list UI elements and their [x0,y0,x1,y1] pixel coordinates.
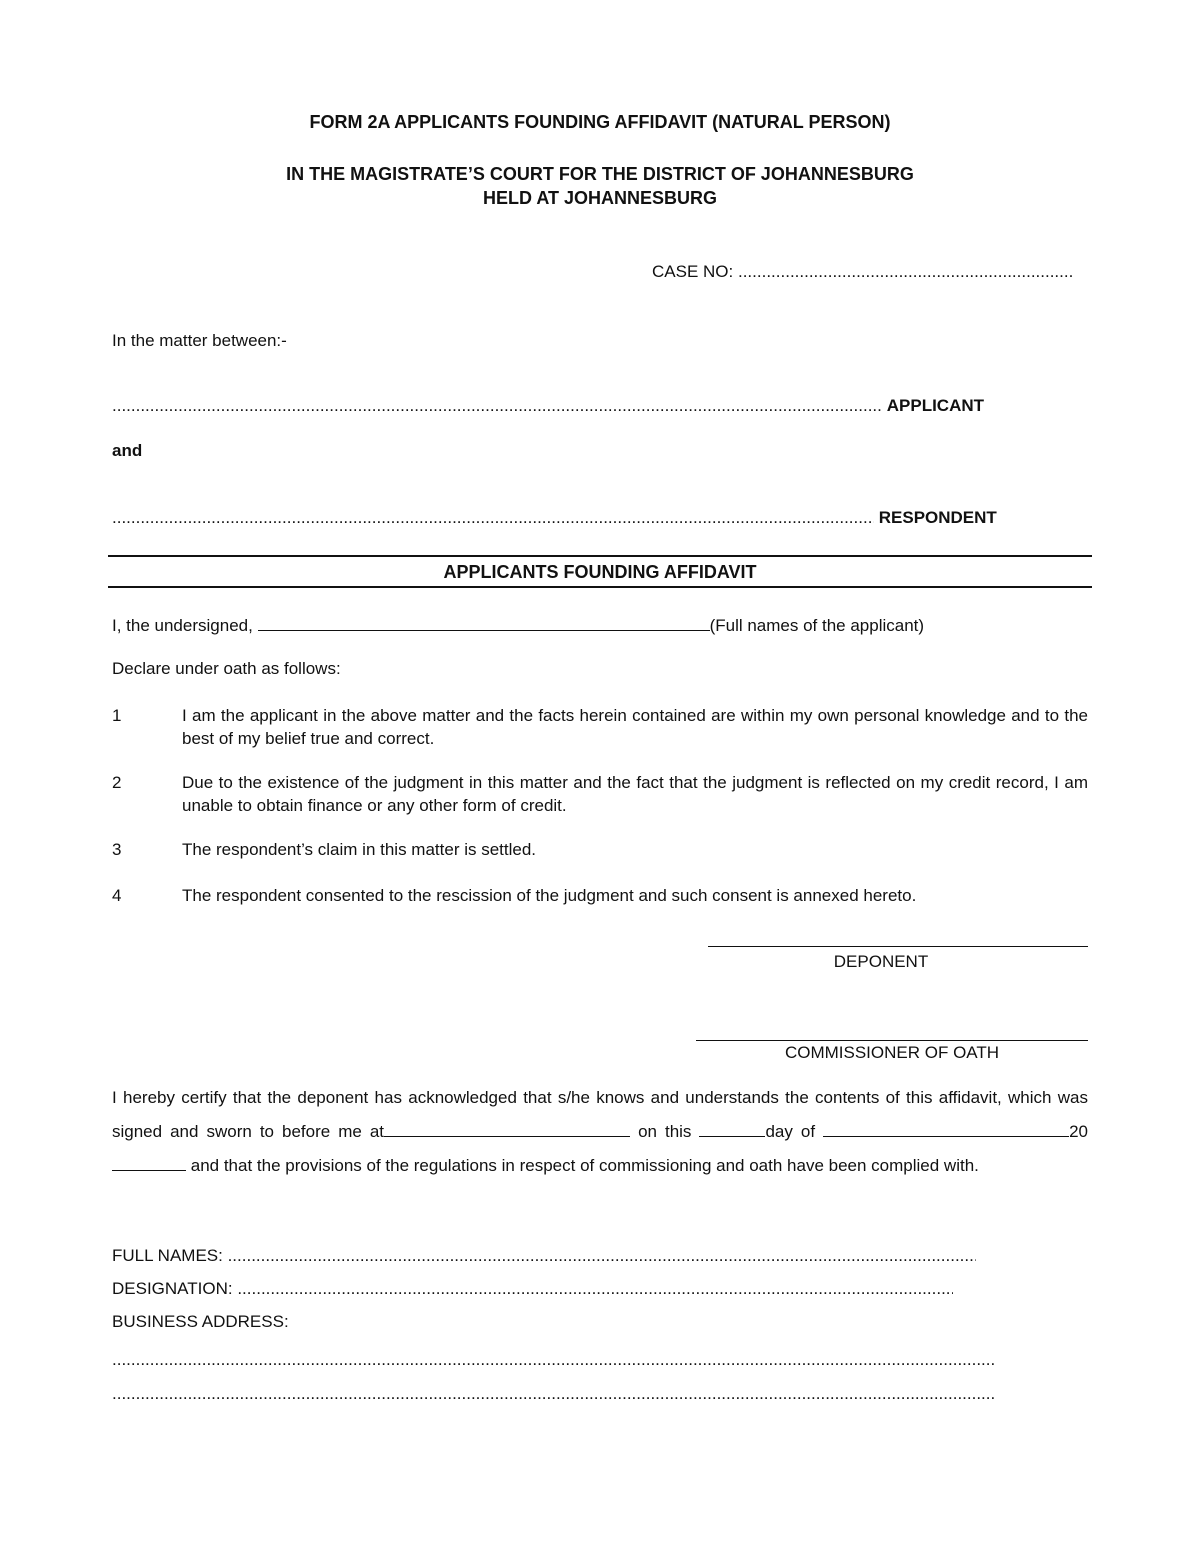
full-names-label: FULL NAMES: [112,1246,223,1265]
undersigned-prefix: I, the undersigned, [112,616,253,635]
court-location: HELD AT JOHANNESBURG [482,188,717,208]
certificate-part5: and that the provisions of the regulations in respect of commissioning and oath have been complied with. [190,1156,979,1175]
certificate-part1: I hereby certify that the deponent has acknowledged that s/he knows and understands the contents of this affidavit, which was signed and sworn to before me at [112,1088,1088,1141]
applicant-line[interactable] [112,396,984,416]
business-address-blank-1[interactable] [112,1350,994,1370]
declare-line: Declare under oath as follows: [112,659,341,678]
applicant-full-name-blank[interactable] [258,614,710,631]
case-number-label: CASE NO: [652,262,734,281]
case-number-blank[interactable] [738,262,1074,282]
respondent-name-blank[interactable] [112,508,874,528]
business-address-line[interactable] [112,1350,994,1370]
month-blank[interactable] [823,1120,1069,1137]
commissioner-label: COMMISSIONER OF OATH [784,1043,1000,1062]
heading-top-rule [108,555,1092,557]
respondent-line[interactable] [112,508,997,528]
court-name: IN THE MAGISTRATE’S COURT FOR THE DISTRICT OF JOHANNESBURG [286,164,914,184]
affidavit-heading: APPLICANTS FOUNDING AFFIDAVIT [443,562,757,582]
full-names-blank[interactable] [228,1246,976,1266]
certificate-part4: 20 [1069,1122,1088,1141]
certificate-part2: on this [638,1122,692,1141]
sworn-place-blank[interactable] [384,1120,630,1137]
heading-bottom-rule [108,586,1092,588]
matter-intro: In the matter between:- [112,331,287,350]
day-blank[interactable] [699,1120,765,1137]
paragraph-number: 2 [112,773,122,792]
paragraph-text: The respondent consented to the rescission of the judgment and such consent is annexed hereto. [182,886,917,905]
paragraph-number: 3 [112,840,122,859]
designation-label: DESIGNATION: [112,1279,233,1298]
full-names-field[interactable] [112,1246,976,1266]
paragraph-text: Due to the existence of the judgment in this matter and the fact that the judgment is reflected on my credit record, I am unable to obtain finance or any other form of credit. [182,773,1088,815]
designation-blank[interactable] [237,1279,953,1299]
certificate-text [112,1081,1088,1183]
certificate-part3: day of [765,1122,816,1141]
and-label: and [112,441,143,460]
undersigned-suffix: (Full names of the applicant) [709,616,925,635]
case-number-field[interactable] [652,262,1074,282]
applicant-label: APPLICANT [886,396,985,415]
business-address-label: BUSINESS ADDRESS: [112,1312,289,1331]
paragraph-text: I am the applicant in the above matter and the facts herein contained are within my own personal knowledge and to the best of my belief true and correct. [182,706,1088,748]
designation-field[interactable] [112,1279,953,1299]
deponent-signature-line[interactable] [708,946,1088,947]
paragraph-number: 1 [112,706,122,725]
applicant-name-blank[interactable] [112,396,882,416]
paragraph-number: 4 [112,886,122,905]
paragraph-text: The respondent’s claim in this matter is settled. [182,840,537,859]
form-title: FORM 2A APPLICANTS FOUNDING AFFIDAVIT (NATURAL PERSON) [309,112,891,132]
respondent-label: RESPONDENT [878,508,997,527]
deponent-label: DEPONENT [833,952,929,971]
business-address-line[interactable] [112,1384,994,1404]
year-blank[interactable] [112,1154,186,1171]
commissioner-signature-line[interactable] [696,1040,1088,1041]
business-address-blank-2[interactable] [112,1384,994,1404]
undersigned-line [112,614,924,636]
